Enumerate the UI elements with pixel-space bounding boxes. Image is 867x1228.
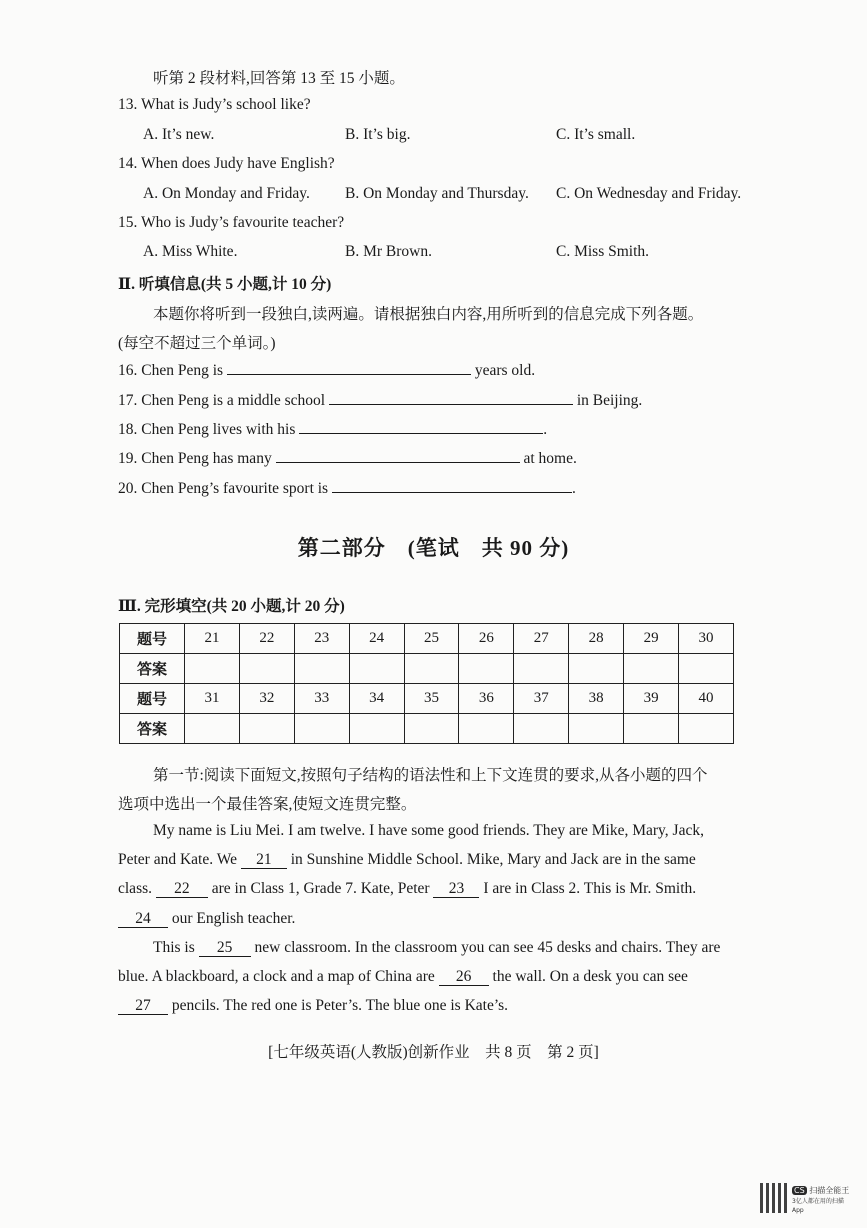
passage-line-7 [118,997,508,1015]
question-number: 30 [679,624,734,654]
option-15a: A. Miss White. [143,243,238,260]
q18-suffix: . [543,421,548,438]
qr-code-icon [760,1183,790,1213]
option-15c: C. Miss Smith. [556,243,650,260]
answer-cell[interactable] [624,714,679,744]
answer-cell[interactable] [569,714,624,744]
q20-text: 20. Chen Peng’s favourite sport is [118,480,329,497]
question-number: 35 [404,684,459,714]
question-number: 34 [349,684,404,714]
question-14: 14. When does Judy have English? [118,155,335,172]
question-number: 37 [514,684,569,714]
passage-text: the wall. On a desk you can see [492,968,688,985]
question-number: 38 [569,684,624,714]
camscanner-logo-icon: CS [794,1186,805,1195]
question-18 [118,419,547,439]
answer-cell[interactable] [404,654,459,684]
answer-label: 答案 [120,654,185,684]
blank-21: 21 [241,852,287,869]
answer-cell[interactable] [349,654,404,684]
question-number: 26 [459,624,514,654]
option-14a: A. On Monday and Friday. [143,185,310,202]
question-number: 21 [185,624,240,654]
q17-suffix: in Beijing. [576,392,643,409]
watermark-brand: 扫描全能王 [809,1186,850,1195]
section2-heading: Ⅱ. 听填信息(共 5 小题,计 10 分) [118,276,332,293]
question-15: 15. Who is Judy’s favourite teacher? [118,214,345,231]
listening-intro: 听第 2 段材料,回答第 13 至 15 小题。 [153,70,405,87]
option-13b: B. It’s big. [345,126,411,143]
option-13c: C. It’s small. [556,126,636,143]
passage-text: new classroom. In the classroom you can see 45 desks and chairs. They are [254,939,721,956]
passage-text: I are in Class 2. This is Mr. Smith. [483,880,697,897]
question-number: 29 [624,624,679,654]
answer-cell[interactable] [239,714,294,744]
q19-blank[interactable] [276,448,520,463]
answer-cell[interactable] [294,714,349,744]
blank-26: 26 [439,969,489,986]
answer-cell[interactable] [679,714,734,744]
blank-23: 23 [433,881,479,898]
question-16 [118,360,535,380]
passage-text: blue. A blackboard, a clock and a map of China are [118,968,435,985]
blank-22: 22 [156,881,208,898]
question-number: 31 [185,684,240,714]
passage-text: our English teacher. [171,910,296,927]
question-number: 25 [404,624,459,654]
question-number: 36 [459,684,514,714]
answer-label: 答案 [120,714,185,744]
section3-heading: Ⅲ. 完形填空(共 20 小题,计 20 分) [118,598,345,615]
passage-text: This is [153,939,195,956]
q19-text: 19. Chen Peng has many [118,450,272,467]
table-row [120,714,734,744]
question-17 [118,390,642,410]
question-13: 13. What is Judy’s school like? [118,96,311,113]
answer-cell[interactable] [404,714,459,744]
page-footer: [七年级英语(人教版)创新作业 共 8 页 第 2 页] [268,1044,599,1061]
answer-cell[interactable] [459,654,514,684]
blank-24: 24 [118,911,168,928]
table-row [120,684,734,714]
answer-cell[interactable] [185,714,240,744]
question-19 [118,448,577,468]
question-number: 24 [349,624,404,654]
question-number: 32 [239,684,294,714]
answer-cell[interactable] [624,654,679,684]
section2-instruction: 本题你将听到一段独白,读两遍。请根据独白内容,用所听到的信息完成下列各题。 [153,306,704,323]
passage-line-1: My name is Liu Mei. I am twelve. I have some good friends. They are Mike, Mary, Jack, [153,822,704,839]
question-number: 22 [239,624,294,654]
answer-cell[interactable] [239,654,294,684]
passage-line-5 [153,939,720,957]
blank-25: 25 [199,940,251,957]
scanner-watermark [792,1185,854,1214]
table-row [120,654,734,684]
passage-line-6 [118,968,688,986]
part2-title: 第二部分 (笔试 共 90 分) [297,536,570,560]
passage-line-2 [118,851,696,869]
question-number-label: 题号 [120,624,185,654]
answer-cell[interactable] [569,654,624,684]
answer-cell[interactable] [349,714,404,744]
q20-blank[interactable] [332,478,572,493]
answer-table [119,623,734,744]
passage-text: are in Class 1, Grade 7. Kate, Peter [211,880,430,897]
question-number: 33 [294,684,349,714]
section3-instruction-cont: 选项中选出一个最佳答案,使短文连贯完整。 [118,796,417,813]
option-13a: A. It’s new. [143,126,215,143]
passage-text: in Sunshine Middle School. Mike, Mary and Jack are in the same [290,851,696,868]
blank-27: 27 [118,998,168,1015]
answer-cell[interactable] [294,654,349,684]
question-number: 23 [294,624,349,654]
section2-instruction-note: (每空不超过三个单词。) [118,335,276,352]
watermark-sub: 3亿人都在用的扫描App [792,1198,844,1214]
option-14b: B. On Monday and Thursday. [345,185,529,202]
question-20 [118,478,576,498]
q18-blank[interactable] [299,419,543,434]
question-number: 28 [569,624,624,654]
section3-instruction: 第一节:阅读下面短文,按照句子结构的语法性和上下文连贯的要求,从各小题的四个 [153,767,708,784]
q16-text: 16. Chen Peng is [118,362,224,379]
q16-blank[interactable] [227,360,471,375]
answer-cell[interactable] [185,654,240,684]
answer-cell[interactable] [514,714,569,744]
q19-suffix: at home. [523,450,577,467]
passage-line-4 [118,910,295,928]
option-15b: B. Mr Brown. [345,243,432,260]
passage-text: pencils. The red one is Peter’s. The blue one is Kate’s. [171,997,509,1014]
question-number-label: 题号 [120,684,185,714]
question-number: 39 [624,684,679,714]
table-row [120,624,734,654]
q17-blank[interactable] [329,390,573,405]
q20-suffix: . [571,480,576,497]
question-number: 40 [679,684,734,714]
answer-cell[interactable] [514,654,569,684]
passage-text: class. [118,880,153,897]
q17-text: 17. Chen Peng is a middle school [118,392,326,409]
answer-cell[interactable] [679,654,734,684]
passage-line-3 [118,880,696,898]
q18-text: 18. Chen Peng lives with his [118,421,296,438]
question-number: 27 [514,624,569,654]
option-14c: C. On Wednesday and Friday. [556,185,742,202]
answer-cell[interactable] [459,714,514,744]
q16-suffix: years old. [474,362,536,379]
passage-text: Peter and Kate. We [118,851,237,868]
